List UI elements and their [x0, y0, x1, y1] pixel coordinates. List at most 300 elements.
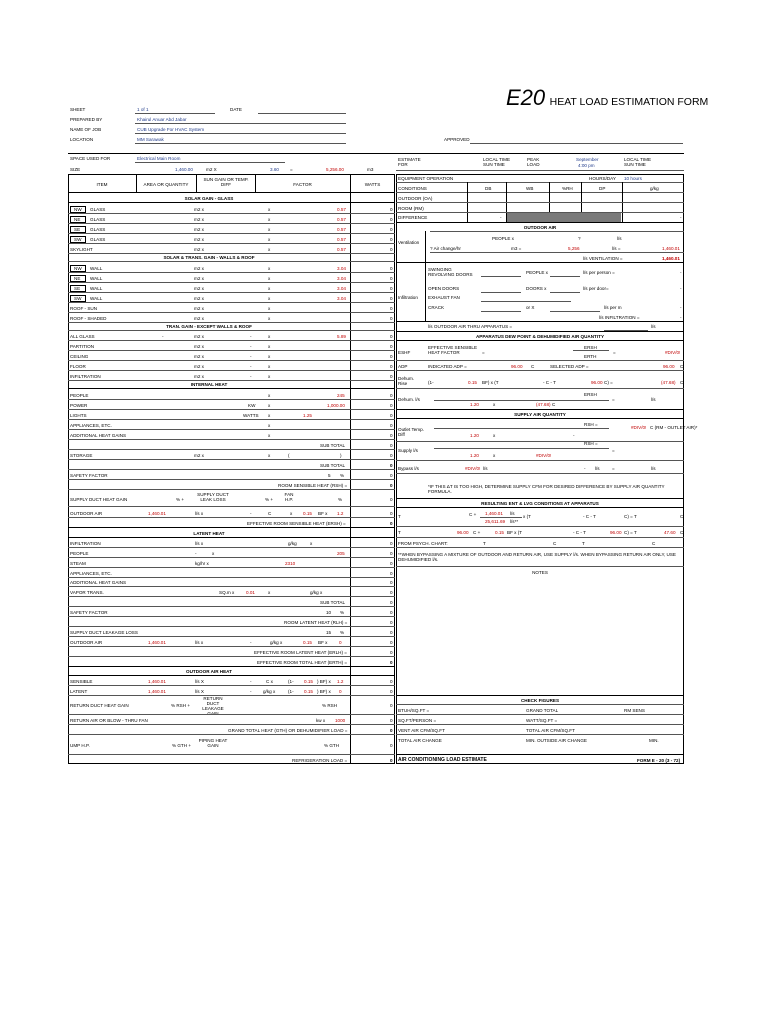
erth-label: EFFECTIVE ROOM TOTAL HEAT (ERTH) =	[257, 660, 348, 665]
size-label: SIZE	[70, 167, 81, 172]
wall-watts: 0	[390, 316, 393, 321]
rise-value-2: (47.68)	[536, 402, 551, 407]
c-eq: C) =	[604, 380, 613, 385]
ls: l/s	[651, 397, 656, 402]
t-edb: T	[398, 514, 401, 519]
solar-watts: 0	[390, 227, 393, 232]
dash: -	[250, 374, 252, 379]
x-mark: x	[268, 296, 271, 301]
unit: m2 x	[194, 364, 204, 369]
factor: 1.20	[470, 453, 479, 458]
solar-factor: 0.57	[337, 217, 346, 222]
solar-factor: 0.57	[337, 227, 346, 232]
form-title-text: HEAT LOAD ESTIMATION FORM	[549, 96, 709, 108]
date-label: DATE	[230, 107, 242, 112]
adp-label: ADP	[398, 364, 408, 369]
airchange: ? Air change/hr	[430, 246, 461, 251]
unit: kg/hr x	[195, 561, 209, 566]
wall-factor: 3.04	[337, 266, 346, 271]
ersh-watts: 0	[390, 521, 393, 526]
x-mark: x	[268, 423, 271, 428]
location-label: LOCATION	[70, 137, 94, 142]
unit: m2 x	[194, 227, 204, 232]
difference-label: DIFFERENCE	[398, 215, 428, 220]
eshf-value: #DIV/0!	[665, 350, 681, 355]
duct-watts: 0	[390, 497, 393, 502]
sqft: SQ.FT/PERSON =	[398, 718, 437, 723]
approved-label: APPROVED	[444, 137, 470, 142]
c: C	[680, 380, 684, 385]
storage-unit: m2 x	[194, 453, 204, 458]
location-value[interactable]: MM Sarawak	[137, 137, 164, 142]
col-item: ITEM	[96, 182, 108, 187]
leak-label: SUPPLY DUCT LEAKAGE LOSS	[70, 630, 138, 635]
outdoor-watts: 0	[390, 511, 393, 516]
eq: =	[612, 448, 615, 453]
watts: 0	[390, 640, 393, 645]
watts: 0	[390, 561, 393, 566]
c: C	[680, 364, 684, 369]
t-lwb: T	[582, 541, 585, 546]
solar-watts: 0	[390, 207, 393, 212]
people-label: PEOPLE	[70, 393, 89, 398]
dash: -	[250, 334, 252, 339]
solar-factor: 0.57	[337, 237, 346, 242]
psych-label: FROM PSYCH. CHART:	[398, 541, 448, 546]
solar-watts: 0	[390, 247, 393, 252]
unit: m2 x	[194, 286, 204, 291]
safety-label: SAFETY FACTOR	[70, 473, 108, 478]
pct: % RSH	[322, 703, 338, 708]
peak-month[interactable]: September	[576, 157, 599, 162]
duct-leak-label: SUPPLY DUCT LEAK LOSS	[197, 492, 229, 502]
watts: 0	[390, 650, 393, 655]
solar-label: SKYLIGHT	[70, 247, 93, 252]
paren: )	[340, 453, 342, 458]
pct: %	[340, 473, 345, 478]
unit: m2 x	[194, 374, 204, 379]
trans-watts: 0	[390, 334, 393, 339]
safety-value[interactable]: 10	[326, 610, 332, 615]
per-person: l/s per person =	[583, 270, 615, 275]
power-factor: 1,000.00	[327, 403, 345, 408]
gkg: g/kg	[288, 541, 297, 546]
pct: % GTH +	[172, 743, 192, 748]
result-value-2: 25,611.69	[485, 519, 506, 524]
trans-label: PARTITION	[70, 344, 95, 349]
unit: l/s X	[195, 679, 204, 684]
bf: ) BF) x	[317, 689, 331, 694]
unit: m2 x	[194, 334, 204, 339]
t-ldb: T	[398, 530, 401, 535]
or-x: or X	[526, 305, 535, 310]
steam-label: STEAM	[70, 561, 86, 566]
infiltration-label: Infiltration	[398, 295, 418, 300]
t-ewb: T	[483, 541, 486, 546]
trans-watts: 0	[390, 354, 393, 359]
per-door: l/s per door=	[583, 286, 609, 291]
col-area: AREA OR QUANTITY	[143, 182, 189, 187]
eshf-desc: EFFECTIVE SENSIBLE HEAT FACTOR	[428, 345, 478, 355]
x-mark: x	[268, 344, 271, 349]
adp-title: APPARATUS DEW POINT & DEHUMIDIFIED AIR QUANTITY	[475, 334, 605, 339]
unit: m2 x	[194, 237, 204, 242]
power-watts: 0	[390, 403, 393, 408]
bf: BF x	[318, 640, 328, 645]
supply-ls-label: Supply l/s	[398, 448, 418, 453]
fan-label: FAN H.P.	[284, 492, 294, 502]
ldb-value: 47.60	[664, 530, 676, 535]
factor: 1000	[335, 718, 346, 723]
c-plus: C +	[469, 512, 477, 517]
m3: m3 =	[511, 246, 522, 251]
watts: 0	[390, 600, 393, 605]
supply-value: #DIV/0!	[536, 453, 552, 458]
ersh: ERSH	[584, 345, 597, 350]
ersh: ERSH	[584, 392, 597, 397]
factor: 1.20	[470, 402, 479, 407]
dash: -	[250, 364, 252, 369]
bf: BF x	[318, 511, 328, 516]
pct: %	[340, 610, 345, 615]
solar-title: SOLAR GAIN - GLASS	[184, 196, 234, 201]
oa-title: OUTDOOR AIR	[523, 225, 557, 230]
trans-title: TRAN. GAIN - EXCEPT WALLS & ROOF	[166, 324, 252, 329]
total-change: TOTAL AIR CHANGE	[398, 738, 442, 743]
doors-x: DOORS x	[526, 286, 547, 291]
c-plus: C +	[473, 530, 481, 535]
size-unit: m3	[367, 167, 374, 172]
watts: 0	[390, 610, 393, 615]
pct: % +	[265, 497, 274, 502]
pump-label: UMP H.P.	[70, 743, 90, 748]
adp-value: 96.00	[511, 364, 523, 369]
solar-dir: NE	[74, 217, 81, 222]
gkg-label: g/kg	[650, 186, 659, 191]
unit: m2 x	[194, 354, 204, 359]
gkg: g/kg x	[263, 689, 276, 694]
vapor-value: 0.01	[246, 590, 255, 595]
dash: -	[680, 315, 682, 320]
paren: (1-	[288, 679, 294, 684]
outdoor-cond-label: OUTDOOR (OA)	[398, 196, 433, 201]
dash: -	[250, 511, 252, 516]
return-duct-label: RETURN DUCT HEAT GAIN	[70, 703, 129, 708]
people-watts: 0	[390, 393, 393, 398]
lights-watts: 0	[390, 413, 393, 418]
watts: 0	[390, 679, 393, 684]
bypass-label: Bypass l/s	[398, 466, 419, 471]
dash: -	[250, 689, 252, 694]
watt: WATT/SQ.FT =	[526, 718, 558, 723]
note-1: *IF THIS ΔT IS TOO HIGH, DETERMINE SUPPLY CFM FOR DESIRED DIFFERENCE BY SUPPLY AIR QUANTITY FORMULA.	[428, 484, 665, 494]
sheet-value[interactable]: 1 of 1	[137, 107, 149, 112]
ls: l/s	[595, 466, 600, 471]
ls-eq: l/s =	[612, 246, 621, 251]
storage-label: STORAGE	[70, 453, 93, 458]
rh-label: %RH	[562, 186, 573, 191]
rsh: RSH =	[584, 422, 598, 427]
adp-value: 96.00	[457, 530, 469, 535]
conditions-label: CONDITIONS	[398, 186, 427, 191]
t-diff: - C - T	[543, 380, 556, 385]
outlet-label: Outlet Temp. Diff	[398, 427, 424, 437]
x-mark: x	[268, 393, 271, 398]
x-mark: x	[310, 541, 313, 546]
rm-outlet: C (RM - OUTLET AIR)*	[650, 425, 698, 430]
refrig-label: REFRIGERATION LOAD =	[292, 758, 348, 763]
form-code: E20	[506, 85, 546, 110]
hours-label: HOURS/DAY	[589, 176, 616, 181]
return-leak-label: RETURN DUCT LEAKAGE GAIN	[202, 696, 224, 716]
wall-label: WALL	[90, 286, 103, 291]
outdoor-value: 1,460.01	[148, 640, 166, 645]
result-title: RESULTING ENT & LVG CONDITIONS AT APPARATUS	[481, 501, 599, 506]
lat-outdoor-label: OUTDOOR AIR	[70, 640, 103, 645]
lat-infil-label: INFILTRATION	[70, 541, 101, 546]
watts: 0	[390, 660, 393, 665]
factor: 1.2	[337, 679, 344, 684]
watts: 0	[390, 703, 393, 708]
ls-value: 1,460.01	[662, 246, 680, 251]
wall-watts: 0	[390, 296, 393, 301]
per-m: l/s per m	[604, 305, 622, 310]
x-mark: x	[268, 590, 271, 595]
x-mark: x	[268, 237, 271, 242]
dash: -	[500, 215, 502, 220]
appliances-label: APPLIANCES, ETC.	[70, 423, 112, 428]
x-mark: x	[268, 413, 271, 418]
unit: m2 x	[194, 247, 204, 252]
hours-value[interactable]: 10 hours	[624, 176, 642, 181]
wb-label: WB	[526, 186, 534, 191]
factor: 205	[337, 551, 345, 556]
dash: -	[195, 551, 197, 556]
sel-adp-value: 96.00	[663, 364, 675, 369]
t-text: x (T	[523, 514, 531, 519]
additional-watts: 0	[390, 433, 393, 438]
people-x: PEOPLE x	[492, 236, 514, 241]
pct: %	[338, 497, 343, 502]
subtotal-watts: 0	[390, 463, 393, 468]
result-value: 1,460.01	[485, 511, 503, 516]
x-mark: x	[268, 433, 271, 438]
col-watts: WATTS	[364, 182, 381, 187]
ls-vent-value: 1,460.01	[662, 256, 680, 261]
wall-factor: 3.04	[337, 296, 346, 301]
unit: m2 x	[194, 207, 204, 212]
eq: =	[612, 466, 615, 471]
internal-title: INTERNAL HEAT	[190, 382, 228, 387]
ls: l/s	[617, 236, 622, 241]
unit: m2 x	[194, 276, 204, 281]
dash: -	[250, 354, 252, 359]
subtotal-label: SUB TOTAL	[320, 443, 346, 448]
solar-label: GLASS	[90, 227, 106, 232]
x-mark: x	[268, 266, 271, 271]
c: C	[553, 541, 557, 546]
pct: % +	[176, 497, 185, 502]
dash: -	[680, 215, 682, 220]
bf-text: BF) x (T	[482, 380, 499, 385]
min-outside: MIN. OUTSIDE AIR CHANGE	[526, 738, 588, 743]
watts: 0	[390, 580, 393, 585]
storage-watts: 0	[390, 453, 393, 458]
local-time-2: LOCAL TIME SUN TIME	[624, 157, 652, 167]
solar-dir: SE	[74, 227, 81, 232]
unit: SQ.m x	[219, 590, 235, 595]
wall-watts: 0	[390, 266, 393, 271]
x-mark: x	[268, 316, 271, 321]
pct: % GTH	[324, 743, 340, 748]
x-mark: x	[268, 453, 271, 458]
vent-air: VENT AIR CFM/SQ.FT	[398, 728, 445, 733]
wall-label: WALL	[90, 296, 103, 301]
adp-value: 96.00	[610, 530, 622, 535]
peak-time[interactable]: 4:00 pm	[578, 163, 595, 168]
x-mark: x	[268, 334, 271, 339]
rsh: RSH =	[584, 441, 598, 446]
solar-label: GLASS	[90, 217, 106, 222]
leak-value[interactable]: 15	[326, 630, 332, 635]
bf-text: BF x (T	[507, 530, 523, 535]
size-volume: 5,256.00	[326, 167, 344, 172]
size-mul: m2 X	[206, 167, 217, 172]
swinging-doors: SWINGING REVOLVING DOORS	[428, 267, 473, 277]
ls: l/s	[510, 511, 515, 516]
unit: m2 x	[194, 344, 204, 349]
prepared-value[interactable]: Khairul Anuar Abd Jabar	[137, 117, 187, 122]
ls: l/s	[651, 466, 656, 471]
c-t: C) = T	[624, 514, 637, 519]
gray-fill	[507, 213, 621, 222]
bypass-value: #DIV/0!	[465, 466, 481, 471]
gth-label: GRAND TOTAL HEAT (GTH) OR DEHUMIDIFIER LOAD =	[228, 728, 348, 733]
safety-value[interactable]: 5	[328, 473, 331, 478]
job-value[interactable]: CUB Upgrade For HVAC System	[137, 127, 205, 132]
lat-addl-label: ADDITIONAL HEAT GAINS	[70, 580, 127, 585]
subtotal-label: SUB TOTAL	[320, 600, 346, 605]
c: C x	[266, 679, 273, 684]
rm-sens: RM SENS	[624, 708, 645, 713]
wall-label: ROOF - SHADED	[70, 316, 107, 321]
rsh-watts: 0	[390, 483, 393, 488]
c: C	[652, 541, 656, 546]
dash: -	[250, 640, 252, 645]
lights-unit: WATTS	[243, 413, 259, 418]
piping-label: PIPING HEAT GAIN	[198, 738, 228, 748]
prepared-label: PREPARED BY	[70, 117, 103, 122]
watts: 0	[390, 630, 393, 635]
total-air: TOTAL AIR CFM/SQ.FT	[526, 728, 575, 733]
ls-vent-label: l/s VENTILATION =	[583, 256, 623, 261]
pct: % RSH +	[171, 703, 191, 708]
solar-label: GLASS	[90, 207, 106, 212]
x-mark: x	[268, 227, 271, 232]
ersh-label: EFFECTIVE ROOM SENSIBLE HEAT (ERSH) =	[247, 521, 346, 526]
ls: l/s	[483, 466, 488, 471]
wall-dir: NW	[74, 266, 82, 271]
dash: -	[250, 344, 252, 349]
size-eq: =	[290, 167, 293, 172]
col-factor: FACTOR	[293, 182, 312, 187]
x-mark: x	[493, 433, 496, 438]
solar-factor: 0.57	[337, 207, 346, 212]
wall-watts: 0	[390, 286, 393, 291]
dash: -	[162, 334, 164, 339]
watts: 0	[390, 541, 393, 546]
unit: m2 x	[194, 296, 204, 301]
value: 1,460.01	[148, 689, 166, 694]
rlh-label: ROOM LATENT HEAT (RLH) =	[284, 620, 348, 625]
watts: 0	[390, 743, 393, 748]
erth: ERTH	[584, 354, 597, 359]
dash: -	[584, 466, 586, 471]
size-area[interactable]: 1,460.00	[175, 167, 193, 172]
ls: l/s	[651, 324, 656, 329]
wall-watts: 0	[390, 306, 393, 311]
trans-factor: 5.89	[337, 334, 346, 339]
grand-total: GRAND TOTAL	[526, 708, 559, 713]
c: C	[552, 402, 556, 407]
trans-label: CEILING	[70, 354, 89, 359]
bf-value: 0.15	[303, 640, 312, 645]
watts: 0	[390, 620, 393, 625]
wall-watts: 0	[390, 276, 393, 281]
db-label: DB	[485, 186, 492, 191]
bf-value: 0.15	[468, 380, 477, 385]
appliances-watts: 0	[390, 423, 393, 428]
walls-title: SOLAR & TRANS. GAIN - WALLS & ROOF	[163, 255, 255, 260]
wall-label: WALL	[90, 276, 103, 281]
c: C	[680, 514, 684, 519]
dash: -	[680, 305, 682, 310]
x-mark: x	[268, 207, 271, 212]
ls-star: l/s**	[510, 519, 519, 524]
note-2: **WHEN BYPASSING A MIXTURE OF OUTDOOR AND RETURN AIR, USE SUPPLY l/s. WHEN BYPASSING RETURN AIR ONLY, USE DEHUMIDIFIED l/s.	[398, 552, 676, 562]
c-t: C) = T	[624, 530, 637, 535]
t-value: 96.00	[591, 380, 603, 385]
peak-load: PEAK LOAD	[527, 157, 540, 167]
job-label: NAME OF JOB	[70, 127, 102, 132]
lights-factor: 1.25	[303, 413, 312, 418]
unit: l/s x	[195, 541, 204, 546]
size-height[interactable]: 3.60	[270, 167, 279, 172]
additional-label: ADDITIONAL HEAT GAINS	[70, 433, 127, 438]
c: C	[680, 530, 684, 535]
eq: =	[612, 397, 615, 402]
bf: ) BF) x	[317, 679, 331, 684]
space-value[interactable]: Electrical Main Room	[137, 156, 181, 161]
x-mark: x	[268, 364, 271, 369]
sel-adp: SELECTED ADP =	[550, 364, 589, 369]
wall-label: WALL	[90, 266, 103, 271]
solar-factor: 0.57	[337, 247, 346, 252]
dp-label: DP	[599, 186, 606, 191]
wall-factor: 3.04	[337, 276, 346, 281]
power-unit: KW	[248, 403, 256, 408]
equip-label: EQUIPMENT OPERATION	[398, 176, 454, 181]
duct-label: SUPPLY DUCT HEAT GAIN	[70, 497, 128, 502]
x-mark: x	[493, 453, 496, 458]
unit: m2 x	[194, 306, 204, 311]
gkg: g/kg x	[270, 640, 283, 645]
wall-dir: SE	[74, 286, 81, 291]
factor: 2310	[285, 561, 296, 566]
watts: 0	[390, 758, 393, 763]
notes-label: NOTES	[532, 570, 548, 575]
kw: kw x	[316, 718, 326, 723]
